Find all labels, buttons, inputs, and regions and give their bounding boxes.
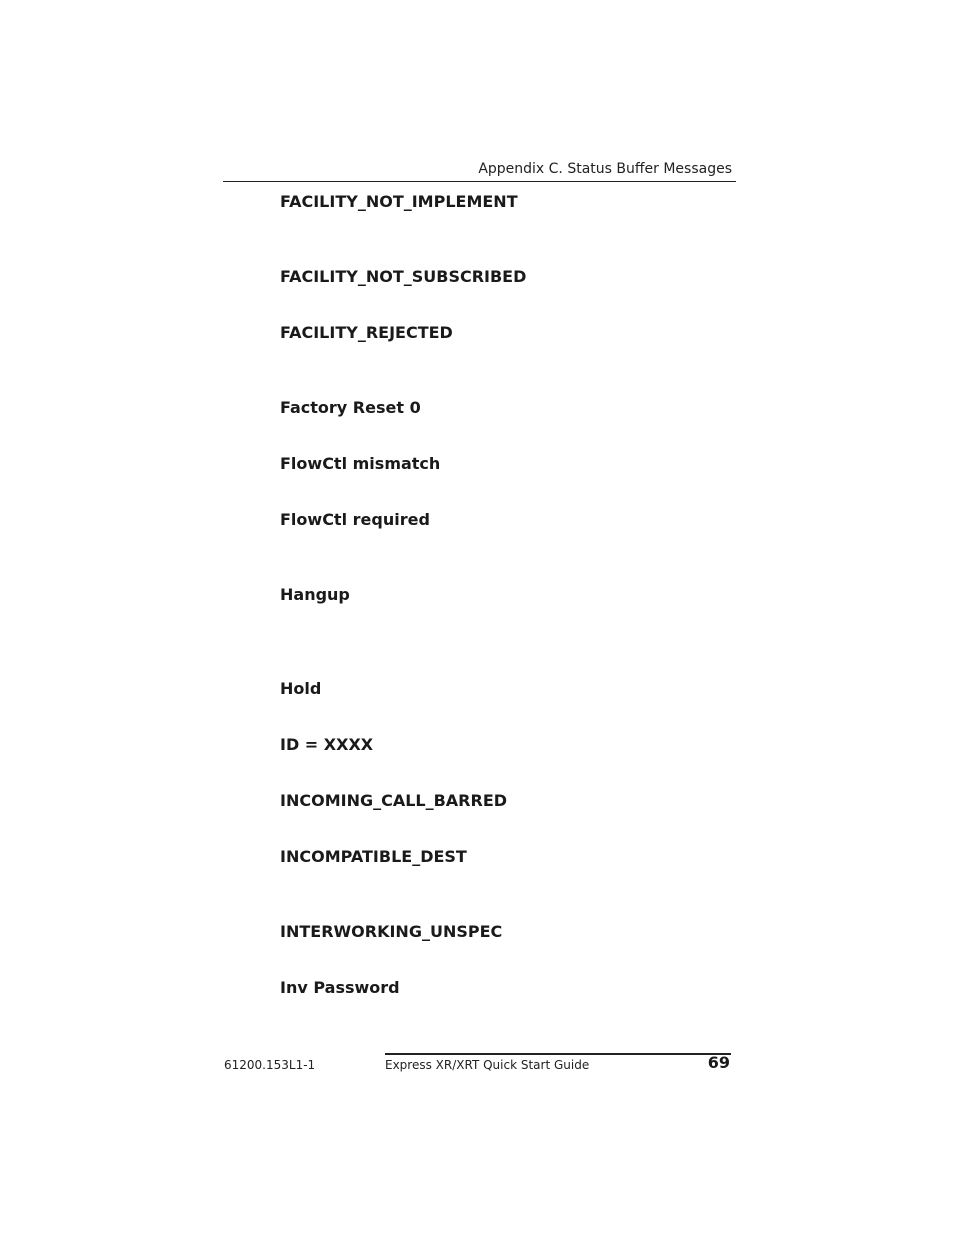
page-number: 69: [707, 1053, 730, 1072]
entry-term: ID = XXXX: [280, 735, 374, 754]
header-rule: [223, 181, 736, 182]
entry-term: Hangup: [280, 585, 350, 604]
entry-term: FlowCtl mismatch: [280, 454, 441, 473]
footer-rule: [385, 1053, 731, 1055]
footer-doc-number: 61200.153L1-1: [224, 1058, 316, 1072]
entry-term: Inv Password: [280, 978, 400, 997]
footer-guide-title: Express XR/XRT Quick Start Guide: [385, 1058, 590, 1072]
entry-term: FlowCtl required: [280, 510, 430, 529]
entry-term: FACILITY_NOT_IMPLEMENT: [280, 192, 518, 211]
entry-term: FACILITY_NOT_SUBSCRIBED: [280, 267, 527, 286]
entry-term: FACILITY_REJECTED: [280, 323, 453, 342]
entry-term: Hold: [280, 679, 322, 698]
entry-term: INCOMING_CALL_BARRED: [280, 791, 508, 810]
entry-term: INCOMPATIBLE_DEST: [280, 847, 467, 866]
running-header: Appendix C. Status Buffer Messages: [478, 161, 732, 177]
entry-term: Factory Reset 0: [280, 398, 421, 417]
entry-term: INTERWORKING_UNSPEC: [280, 922, 503, 941]
